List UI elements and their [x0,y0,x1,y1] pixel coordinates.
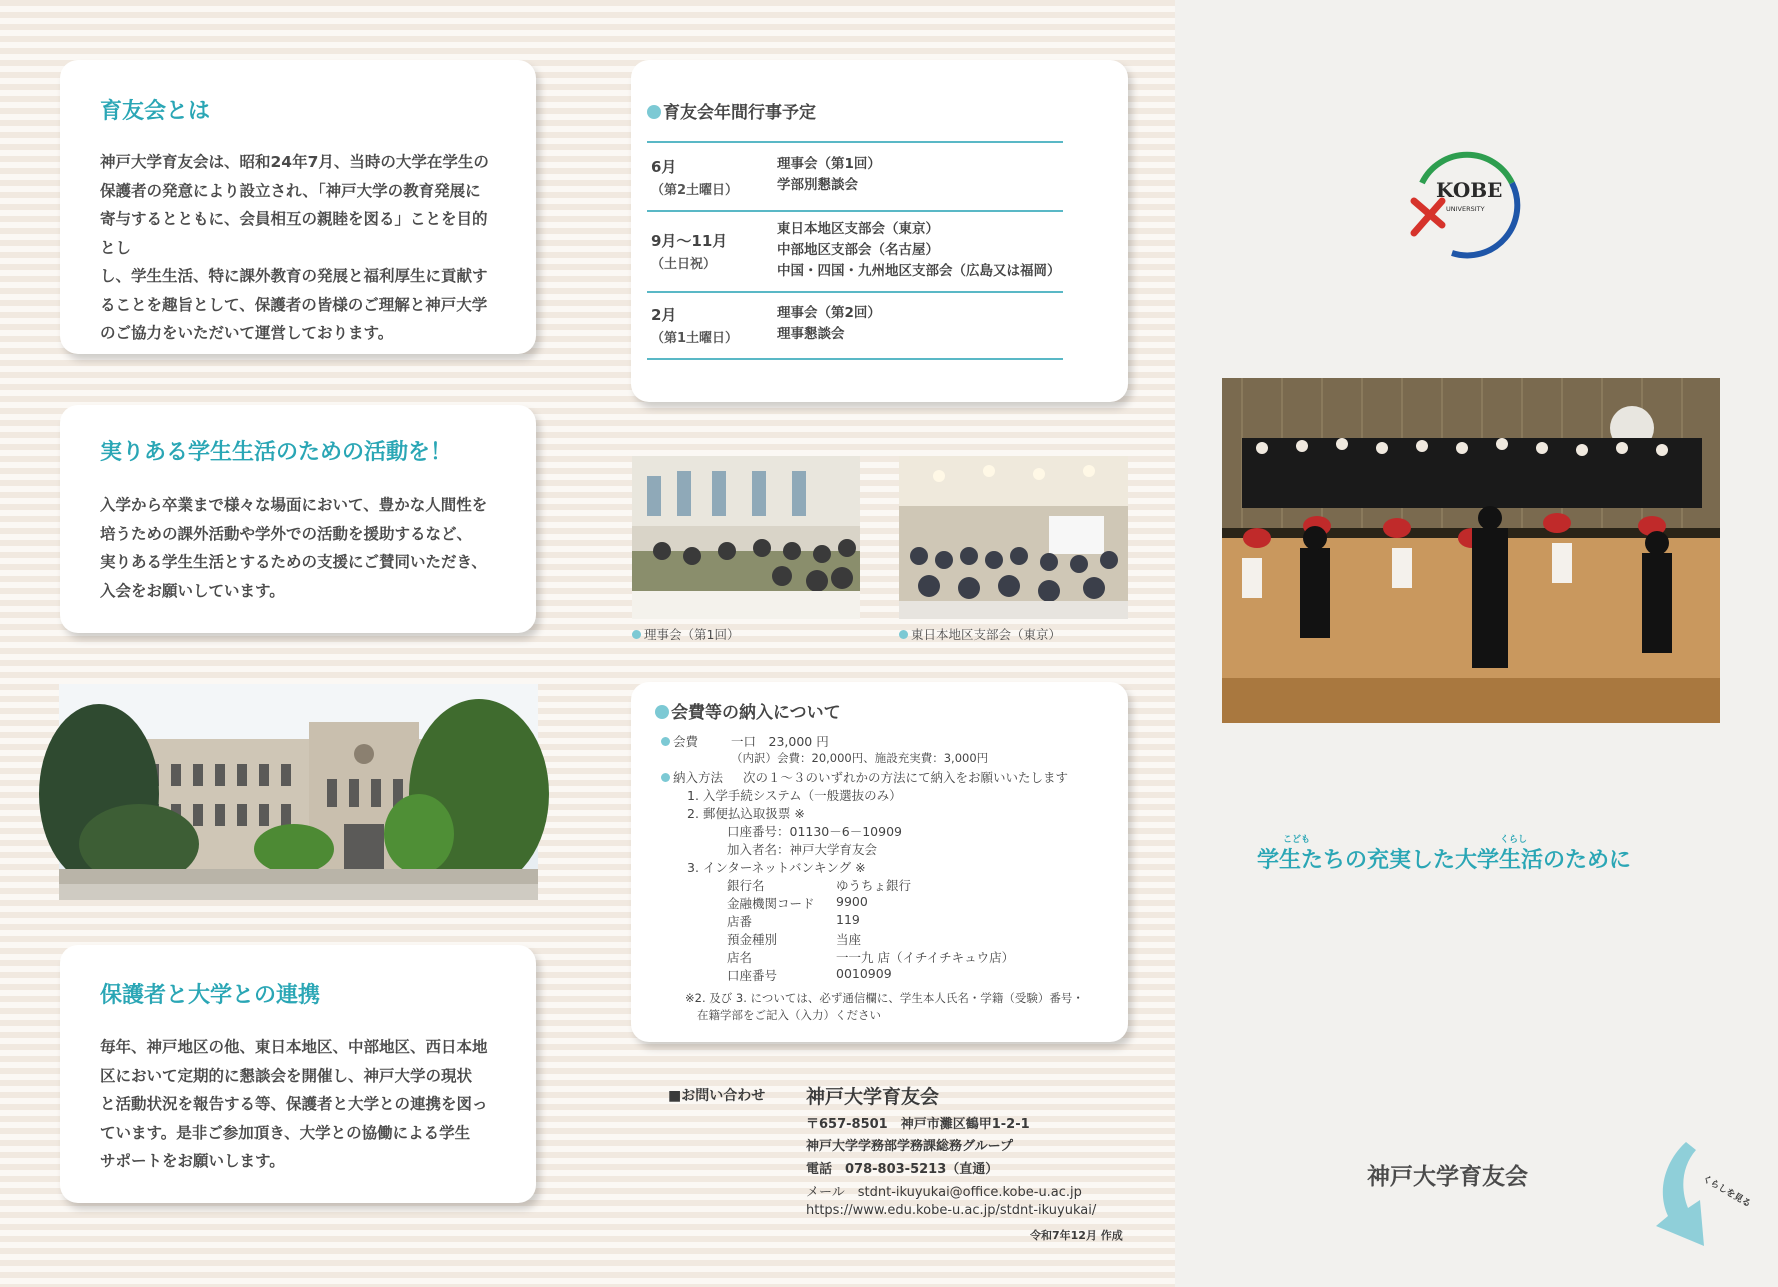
option-2: 2. 郵便払込取扱票 ※ [687,806,805,821]
activities-body: 入学から卒業まで様々な場面において、豊かな人間性を 培うための課外活動や学外での活動を援助するなど、 実りある学生生活とするための支援にご賛同いただき、 入会をお願いしています。 [100,496,488,600]
contact-dept: 神戸大学学務部学務課総務グループ [806,1139,1013,1154]
schedule-month: 2月 [651,306,677,324]
bank-label: 銀行名 [727,878,765,893]
activities-title: 実りある学生生活のための活動を！ [100,440,453,465]
bullet-dot-icon [647,105,661,119]
fee-breakdown: （内訳）会費：20,000円、施設充実費：3,000円 [731,751,989,765]
bank-label: 預金種別 [727,932,778,947]
schedule-title: 育友会年間行事予定 [647,98,816,123]
schedule-month: 9月～11月 [651,232,728,250]
contact-org: 神戸大学育友会 [806,1086,940,1108]
divider [647,358,1063,360]
schedule-events: 理事会（第2回） 理事懇談会 [777,305,881,342]
fees-card [631,682,1128,1042]
contact-address: 〒657-8501 神戸市灘区鶴甲1-2-1 [806,1117,1030,1132]
divider [647,291,1063,293]
page-turn-arrow-icon[interactable] [1656,1140,1753,1252]
partnership-title: 保護者と大学との連携 [100,983,321,1008]
fee-note: ※2. 及び 3. については、必ず通信欄に、学生本人氏名・学籍（受験）番号・ [685,991,1084,1005]
east-japan-meeting-caption: 東日本地区支部会（東京） [899,625,1061,643]
bank-label: 店番 [727,914,753,929]
about-body: 神戸大学育友会は、昭和24年7月、当時の大学在学生の 保護者の発意により設立され、「神戸大学の教育発展に 寄与するとともに、会員相互の親睦を図る」ことを目的とし し、学生生活、特に課外教育の発展と福利厚生に貢献す ることを趣旨として、保護者の皆様のご理解と神戸大学 のご協力をいただいて運営しております。 [100,153,489,342]
partnership-body: 毎年、神戸地区の他、東日本地区、中部地区、西日本地 区において定期的に懇談会を開催し、神戸大学の現状 と活動状況を報告する等、保護者と大学との連携を図っ ています。是非ご参加頂き、大学との協働による学生 サポートをお願いします。 [100,1038,488,1170]
method-label: 納入方法 [661,768,723,786]
board-meeting-caption: 理事会（第1回） [632,625,739,643]
contact-phone: 電話 078-803-5213（直通） [806,1162,999,1177]
bullet-dot-icon [899,630,908,639]
option-3: 3. インターネットバンキング ※ [687,860,866,875]
contact-label: ■お問い合わせ [668,1088,766,1104]
fee-note: 在籍学部をご記入（入力）ください [697,1008,881,1022]
bullet-dot-icon [655,705,669,719]
board-meeting-photo [632,456,860,619]
bullet-dot-icon [661,773,670,782]
fee-value: 一口 23,000 円 [731,734,829,749]
bank-label: 店名 [727,950,753,965]
contact-email[interactable]: メール stdnt-ikuyukai@office.kobe-u.ac.jp [806,1185,1082,1200]
campus-building-photo [59,684,538,900]
bank-value: 119 [836,912,860,927]
kobe-university-logo [1402,153,1524,258]
bank-value: 9900 [836,894,868,909]
contact-url[interactable]: https://www.edu.kobe-u.ac.jp/stdnt-ikuyukai/ [806,1203,1097,1218]
postal-account: 口座番号：01130－6－10909 [727,824,902,839]
divider [647,141,1063,143]
logo-subtext: UNIVERSITY [1446,205,1485,213]
schedule-day: （土日祝） [651,257,717,272]
about-card [60,60,536,354]
band-performance-photo [1222,378,1720,723]
method-text: 次の１～３のいずれかの方法にて納入をお願いいたします [743,770,1069,785]
schedule-month: 6月 [651,158,677,176]
cover-org-name: 神戸大学育友会 [1367,1164,1528,1190]
east-japan-meeting-photo [899,456,1128,619]
bank-value: ゆうちょ銀行 [836,878,912,893]
activities-card [60,405,536,633]
bank-value: 当座 [836,932,862,947]
schedule-day: （第1土曜日） [651,331,739,346]
cover-ruby: こども [1283,835,1311,845]
bank-label: 金融機関コード [727,896,815,911]
schedule-events: 東日本地区支部会（東京） 中部地区支部会（名古屋） 中国・四国・九州地区支部会（広島又は福岡） [777,221,1061,279]
about-title: 育友会とは [100,99,211,124]
fee-label: 会費 [661,732,698,750]
creation-date: 令和7年12月 作成 [1030,1229,1123,1242]
cover-ruby: くらし [1500,835,1528,845]
schedule-card [631,60,1128,402]
option-1: 1. 入学手続システム（一般選抜のみ） [687,788,902,803]
fees-title: 会費等の納入について [655,698,841,723]
bank-label: 口座番号 [727,968,778,983]
bank-value: 一一九 店（イチイチキュウ店） [836,950,1015,965]
partnership-card [60,945,536,1203]
bullet-dot-icon [632,630,641,639]
bank-value: 0010909 [836,966,892,981]
cover-tagline: 学生たちの充実した大学生活のために [1257,848,1632,873]
divider [647,210,1063,212]
bullet-dot-icon [661,737,670,746]
arrow-label: くらしを見る [1700,1173,1753,1210]
schedule-day: （第2土曜日） [651,183,739,198]
postal-name: 加入者名：神戸大学育友会 [727,842,878,857]
schedule-events: 理事会（第1回） 学部別懇談会 [777,156,881,193]
logo-text: KOBE [1436,178,1503,202]
